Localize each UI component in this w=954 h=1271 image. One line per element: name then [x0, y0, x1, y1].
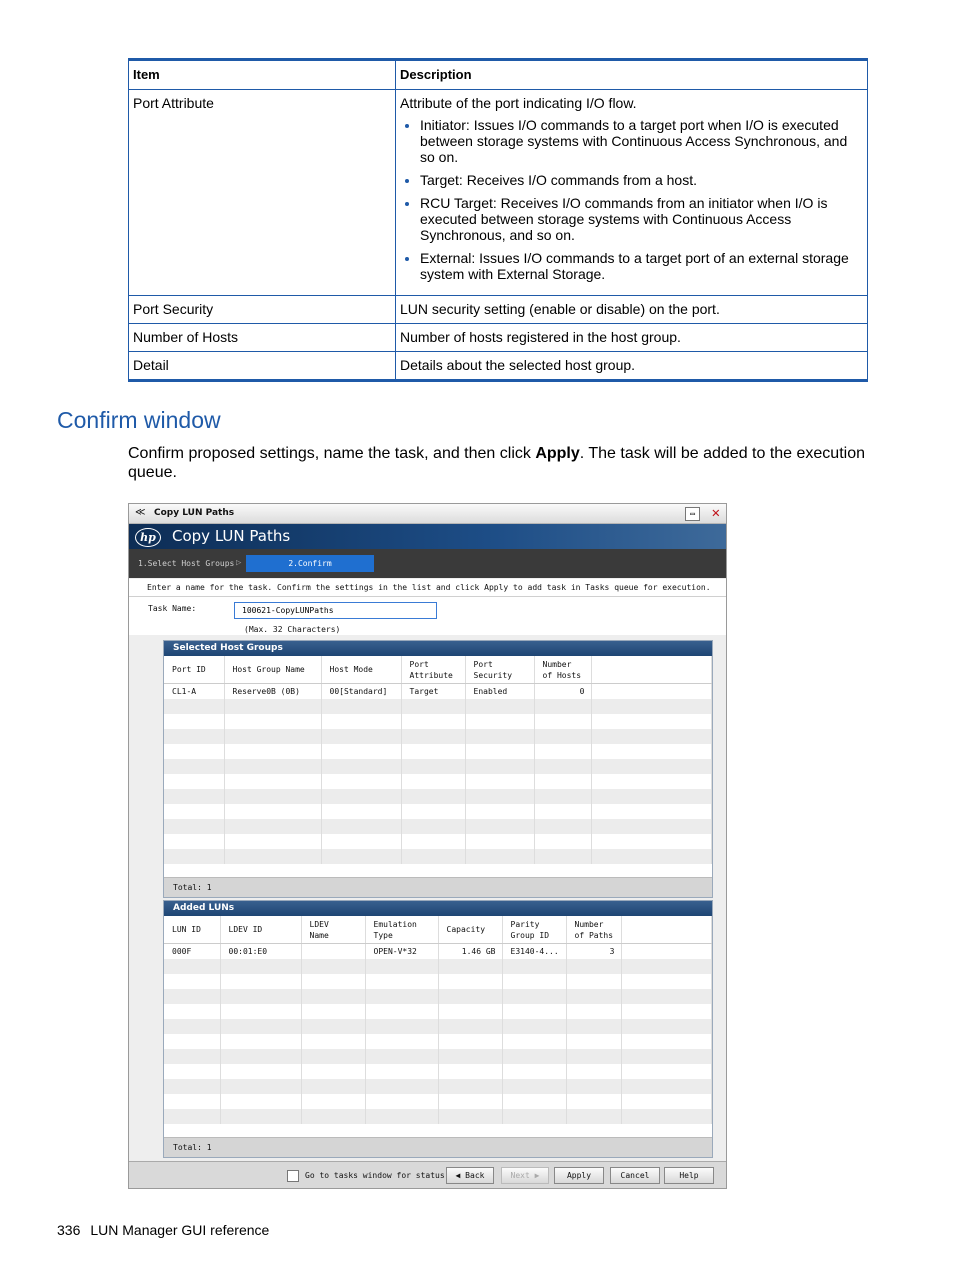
step-confirm[interactable]: 2.Confirm: [246, 555, 374, 572]
copy-lun-paths-window: [128, 503, 727, 1189]
empty-row: [164, 789, 712, 804]
table-row: [129, 296, 868, 324]
empty-row: [164, 744, 712, 759]
column-header[interactable]: Port Attribute: [401, 656, 465, 684]
window-titlebar: [129, 504, 726, 524]
cell: 00:01:E0: [220, 944, 301, 960]
cell: [621, 944, 712, 960]
table-row[interactable]: [164, 684, 712, 700]
panel-title: Selected Host Groups: [164, 641, 712, 656]
empty-row: [164, 1064, 712, 1079]
item-cell: Number of Hosts: [129, 324, 396, 352]
added-luns-panel: [163, 900, 713, 1158]
item-cell: Port Attribute: [129, 90, 396, 296]
description-text: Attribute of the port indicating I/O flow.: [400, 95, 637, 111]
bullet-item: • Target: Receives I/O commands from a host.: [420, 172, 863, 188]
restore-icon[interactable]: ▭: [685, 507, 700, 521]
task-name-hint: (Max. 32 Characters): [244, 625, 341, 634]
column-header-empty: [591, 656, 712, 684]
column-header[interactable]: Port ID: [164, 656, 224, 684]
cell: [301, 944, 365, 960]
window-footer: [129, 1161, 726, 1189]
bullet-list: [400, 117, 863, 282]
cell: CL1-A: [164, 684, 224, 700]
column-header[interactable]: Number of Hosts: [534, 656, 591, 684]
host-groups-table: [164, 656, 712, 864]
total-count: Total: 1: [173, 883, 212, 892]
instruction-text: Enter a name for the task. Confirm the settings in the list and click Apply to add task in Tasks queue for execution.: [147, 583, 711, 592]
reference-table: [128, 58, 868, 382]
step-select-host-groups[interactable]: 1.Select Host Groups: [138, 559, 235, 568]
wizard-steps: [129, 549, 726, 578]
column-header-description: Description: [396, 60, 868, 90]
column-header[interactable]: LDEV ID: [220, 916, 301, 944]
empty-row: [164, 804, 712, 819]
table-row: [129, 324, 868, 352]
instruction-bar: [129, 579, 726, 597]
empty-row: [164, 1094, 712, 1109]
collapse-icon[interactable]: ≪: [135, 507, 146, 518]
go-to-tasks-label[interactable]: Go to tasks window for status: [305, 1171, 445, 1180]
window-header: [129, 524, 726, 549]
back-button[interactable]: ◀ Back: [446, 1167, 494, 1184]
cell: OPEN-V*32: [365, 944, 438, 960]
section-title: Confirm window: [57, 407, 221, 433]
empty-row: [164, 834, 712, 849]
column-header[interactable]: LUN ID: [164, 916, 220, 944]
task-name-row: [129, 597, 726, 635]
empty-row: [164, 1034, 712, 1049]
empty-row: [164, 849, 712, 864]
description-cell: Number of hosts registered in the host group.: [396, 324, 868, 352]
empty-row: [164, 1049, 712, 1064]
go-to-tasks-checkbox[interactable]: [287, 1170, 299, 1182]
empty-row: [164, 974, 712, 989]
step-arrow-icon: ▷: [236, 558, 242, 568]
help-button[interactable]: Help: [664, 1167, 714, 1184]
cell: E3140-4...: [502, 944, 566, 960]
item-cell: Port Security: [129, 296, 396, 324]
total-bar: [164, 877, 712, 897]
body-text: Confirm proposed settings, name the task, and then click: [128, 445, 536, 462]
task-name-label: Task Name:: [148, 604, 197, 613]
close-icon[interactable]: ✕: [711, 505, 720, 521]
table-header-row: [129, 60, 868, 90]
cell: 3: [566, 944, 621, 960]
cancel-button[interactable]: Cancel: [610, 1167, 660, 1184]
cell: Enabled: [465, 684, 534, 700]
task-name-input[interactable]: [234, 602, 437, 619]
empty-row: [164, 699, 712, 714]
empty-row: [164, 774, 712, 789]
bullet-item: • RCU Target: Receives I/O commands from an initiator when I/O is executed between storage systems with Continuous Access Synchronous, and so on.: [420, 195, 863, 243]
empty-row: [164, 959, 712, 974]
empty-row: [164, 714, 712, 729]
column-header[interactable]: Capacity: [438, 916, 502, 944]
cell: 000F: [164, 944, 220, 960]
column-header-item: Item: [129, 60, 396, 90]
item-cell: Detail: [129, 352, 396, 381]
header-title: Copy LUN Paths: [172, 527, 291, 545]
cell: 00[Standard]: [321, 684, 401, 700]
cell: [591, 684, 712, 700]
table-row[interactable]: [164, 944, 712, 960]
cell: 1.46 GB: [438, 944, 502, 960]
footer-text: LUN Manager GUI reference: [90, 1222, 270, 1238]
section-body: [128, 444, 868, 482]
table-row: [129, 90, 868, 296]
empty-row: [164, 1004, 712, 1019]
column-header[interactable]: Host Mode: [321, 656, 401, 684]
bullet-item: • Initiator: Issues I/O commands to a target port when I/O is executed between storage systems with Continuous Access Synchronous, and so on.: [420, 117, 863, 165]
table-row: [129, 352, 868, 381]
column-header[interactable]: Number of Paths: [566, 916, 621, 944]
column-header-empty: [621, 916, 712, 944]
cell: 0: [534, 684, 591, 700]
empty-row: [164, 819, 712, 834]
description-cell: [396, 90, 868, 296]
page-footer: [57, 1222, 269, 1238]
empty-row: [164, 759, 712, 774]
added-luns-table: [164, 916, 712, 1124]
empty-row: [164, 989, 712, 1004]
empty-row: [164, 1019, 712, 1034]
window-title: Copy LUN Paths: [154, 508, 235, 518]
body-text-end: . The task will be added to the execution queue.: [128, 445, 865, 481]
apply-button[interactable]: Apply: [554, 1167, 604, 1184]
column-header[interactable]: LDEV Name: [301, 916, 365, 944]
column-header[interactable]: Emulation Type: [365, 916, 438, 944]
total-bar: [164, 1137, 712, 1157]
apply-emphasis: Apply: [535, 445, 580, 462]
column-header[interactable]: Parity Group ID: [502, 916, 566, 944]
panel-title: Added LUNs: [164, 901, 712, 916]
empty-row: [164, 1109, 712, 1124]
bullet-item: • External: Issues I/O commands to a target port of an external storage system with External Storage.: [420, 250, 863, 282]
hp-logo: hp: [135, 528, 161, 547]
column-header[interactable]: Port Security: [465, 656, 534, 684]
description-cell: Details about the selected host group.: [396, 352, 868, 381]
selected-host-groups-panel: [163, 640, 713, 898]
total-count: Total: 1: [173, 1143, 212, 1152]
cell: Reserve0B (0B): [224, 684, 321, 700]
empty-row: [164, 1079, 712, 1094]
cell: Target: [401, 684, 465, 700]
empty-row: [164, 729, 712, 744]
page-number: 336: [57, 1222, 81, 1238]
column-header[interactable]: Host Group Name: [224, 656, 321, 684]
next-button[interactable]: Next ▶: [501, 1167, 549, 1184]
description-cell: LUN security setting (enable or disable) on the port.: [396, 296, 868, 324]
